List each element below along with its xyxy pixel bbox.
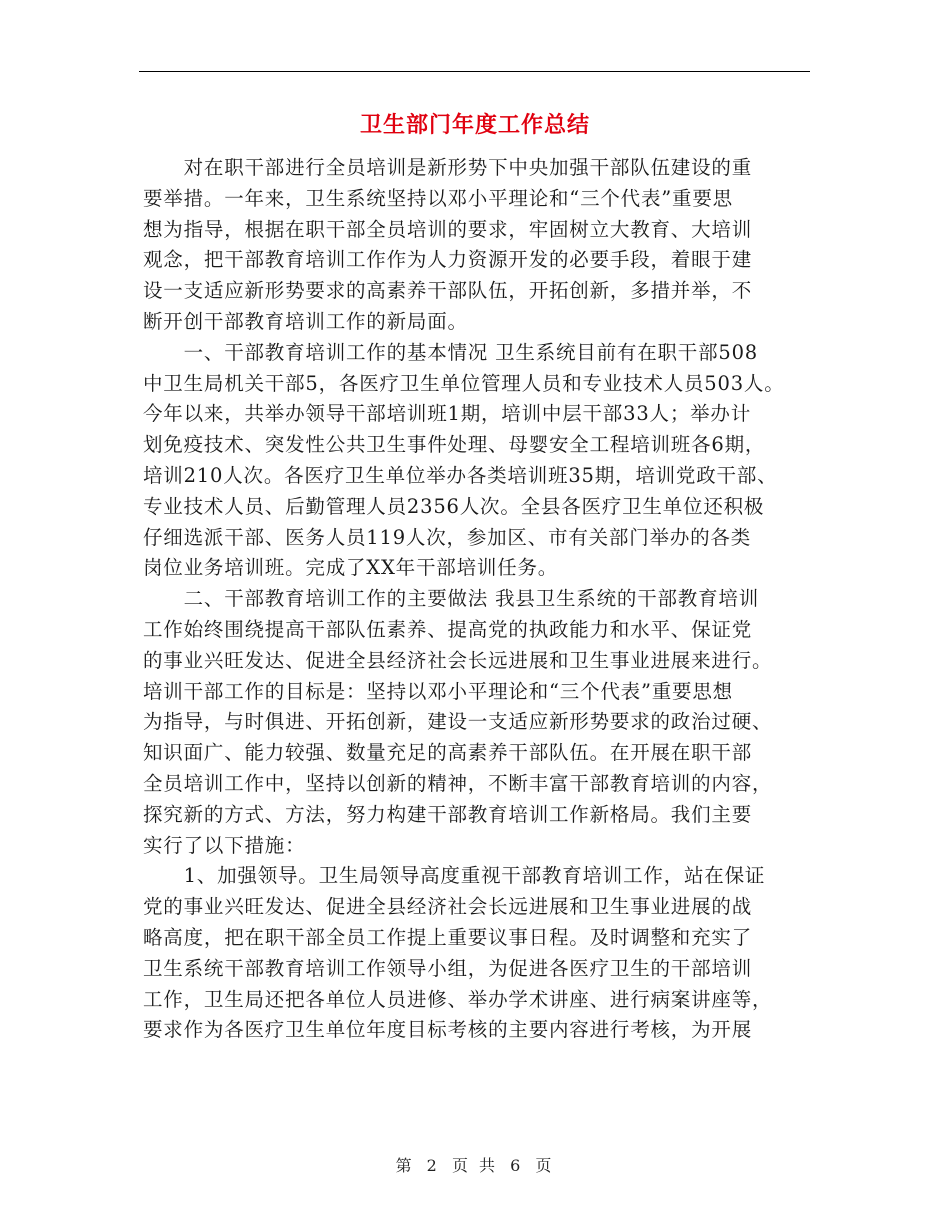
body-line: 知识面广、能力较强、数量充足的高素养干部队伍。在开展在职干部 [143,741,753,765]
body-line: 岗位业务培训班。完成了XX年干部培训任务。 [143,556,559,580]
footer-middle: 页 共 [451,1156,499,1175]
body-line: 工作，卫生局还把各单位人员进修、举办学术讲座、进行病案讲座等， [143,987,773,1011]
document-title: 卫生部门年度工作总结 [359,112,590,138]
body-line: 工作始终围绕提高干部队伍素养、提高党的执政能力和水平、保证党 [143,617,753,641]
body-line: 观念，把干部教育培训工作作为人力资源开发的必要手段，着眼于建 [143,248,753,272]
document-body [143,153,823,1046]
body-line: 对在职干部进行全员培训是新形势下中央加强干部队伍建设的重 [143,156,753,179]
footer-total-pages: 6 [510,1156,524,1175]
body-line: 划免疫技术、突发性公共卫生事件处理、母婴安全工程培训班各6期， [143,433,766,457]
body-line: 要求作为各医疗卫生单位年度目标考核的主要内容进行考核，为开展 [143,1018,753,1042]
body-line: 二、干部教育培训工作的主要做法 我县卫生系统的干部教育培训 [143,587,759,611]
body-line: 一、干部教育培训工作的基本情况 卫生系统目前有在职干部508 [143,340,759,364]
body-line: 略高度，把在职干部全员工作提上重要议事日程。及时调整和充实了 [143,925,753,949]
footer-page-number: 2 [426,1156,440,1175]
body-line: 专业技术人员、后勤管理人员2356人次。全县各医疗卫生单位还积极 [143,494,765,518]
body-line: 培训干部工作的目标是：坚持以邓小平理论和“三个代表”重要思想 [143,679,733,703]
body-line: 1、加强领导。卫生局领导高度重视干部教育培训工作，站在保证 [143,864,766,888]
body-line: 要举措。一年来，卫生系统坚持以邓小平理论和“三个代表”重要思 [143,186,733,210]
body-line: 全员培训工作中，坚持以创新的精神，不断丰富干部教育培训的内容， [143,771,773,795]
page-footer [0,1153,950,1176]
body-line: 仔细选派干部、医务人员119人次，参加区、市有关部门举办的各类 [143,525,752,549]
body-line: 探究新的方式、方法，努力构建干部教育培训工作新格局。我们主要 [143,802,753,826]
footer-prefix: 第 [395,1156,415,1175]
body-line: 今年以来，共举办领导干部培训班1期，培训中层干部33人；举办计 [143,402,752,426]
body-line: 的事业兴旺发达、促进全县经济社会长远进展和卫生事业进展来进行。 [143,648,773,672]
body-line: 中卫生局机关干部5，各医疗卫生单位管理人员和专业技术人员503人。 [143,371,785,395]
header-rule [139,71,810,72]
body-line: 培训210人次。各医疗卫生单位举办各类培训班35期，培训党政干部、 [143,463,778,487]
body-line: 设一支适应新形势要求的高素养干部队伍，开拓创新，多措并举，不 [143,279,753,303]
footer-suffix: 页 [535,1156,555,1175]
body-line: 卫生系统干部教育培训工作领导小组，为促进各医疗卫生的干部培训 [143,956,753,980]
body-line: 为指导，与时俱进、开拓创新，建设一支适应新形势要求的政治过硬、 [143,710,773,734]
body-line: 实行了以下措施： [143,833,306,857]
body-line: 想为指导，根据在职干部全员培训的要求，牢固树立大教育、大培训 [143,217,753,241]
body-line: 断开创干部教育培训工作的新局面。 [143,309,468,333]
body-line: 党的事业兴旺发达、促进全县经济社会长远进展和卫生事业进展的战 [143,895,753,919]
